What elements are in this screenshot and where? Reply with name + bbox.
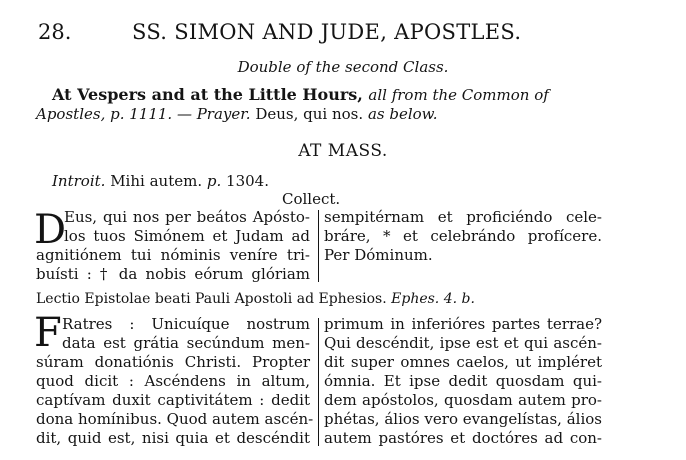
lectio-line: Qui descéndit, ipse est et qui ascén- [324, 334, 602, 352]
lectio-line: data est grátia secúndum men- [62, 334, 310, 352]
collect-line: Per Dóminum. [324, 246, 433, 264]
collect-line: Eus, qui nos per beátos Apósto- [64, 208, 310, 226]
vespers-rubric [52, 85, 549, 104]
lectio-line: autem pastóres et doctóres ad con- [324, 429, 602, 447]
lectio-line: primum in inferióres partes terrae? [324, 315, 602, 333]
introit-line [52, 172, 269, 190]
introit-text: Mihi autem. [110, 172, 203, 190]
collect-left-column [36, 208, 310, 284]
collect-initial: D [34, 207, 67, 253]
lectio-line: súram donatiónis Christi. Propter [36, 353, 310, 371]
lectio-right-column [324, 315, 602, 448]
lectio-line: dem apóstolos, quosdam autem pro- [324, 391, 602, 409]
lectio-line: dit, quid est, nisi quia et descéndit [36, 429, 310, 447]
collect-line: buísti : † da nobis eórum glóriam [36, 265, 310, 283]
lectio-line: ómnia. Et ipse dedit quosdam qui- [324, 372, 602, 390]
lectio-line: Ratres : Unicuíque nostrum [62, 315, 310, 333]
vespers-rubric-cont [36, 105, 437, 123]
collect-line: agnitiónem tui nóminis veníre tri- [36, 246, 310, 264]
lectio-initial: F [34, 310, 62, 356]
introit-p: p. [206, 172, 222, 190]
introit-label: Introit. [52, 172, 106, 190]
lectio-left-column [34, 310, 314, 448]
at-mass-heading: AT MASS. [298, 141, 388, 161]
column-divider [318, 210, 319, 282]
vespers-italic: all from the Common of [368, 86, 549, 104]
feast-rank: Double of the second Class. [237, 58, 449, 76]
collect-heading: Collect. [282, 190, 341, 208]
column-divider [318, 318, 319, 446]
lectio-line: captívam duxit captivitátem : dedit [36, 391, 310, 409]
lectio-line: quod dicit : Ascéndens in altum, [36, 372, 310, 390]
page-number: 28. [38, 20, 72, 44]
vespers-heading: At Vespers and at the Little Hours, [52, 85, 363, 104]
lectio-line: dit super omnes caelos, ut impléret [324, 353, 602, 371]
as-below: as below. [367, 105, 438, 123]
collect-right-column [324, 208, 602, 265]
lectio-ref: Ephes. 4. b. [391, 291, 475, 307]
lectio-line: phétas, álios vero evangelístas, álios [324, 410, 602, 428]
collect-line: bráre, * et celebrándo profícere. [324, 227, 602, 245]
lectio-heading [36, 291, 475, 307]
lectio-line: dona homínibus. Quod autem ascén- [36, 410, 314, 428]
collect-line: los tuos Simónem et Judam ad [64, 227, 310, 245]
page-title: SS. SIMON AND JUDE, APOSTLES. [132, 20, 522, 44]
prayer-incipit: Deus, qui nos. [255, 105, 364, 123]
lectio-title: Lectio Epistolae beati Pauli Apostoli ad Ephesios. [36, 291, 387, 307]
introit-page: 1304. [226, 172, 269, 190]
collect-line: sempitérnam et proficiéndo cele- [324, 208, 602, 226]
vespers-ref: Apostles, p. 1111. — Prayer. [36, 105, 251, 123]
